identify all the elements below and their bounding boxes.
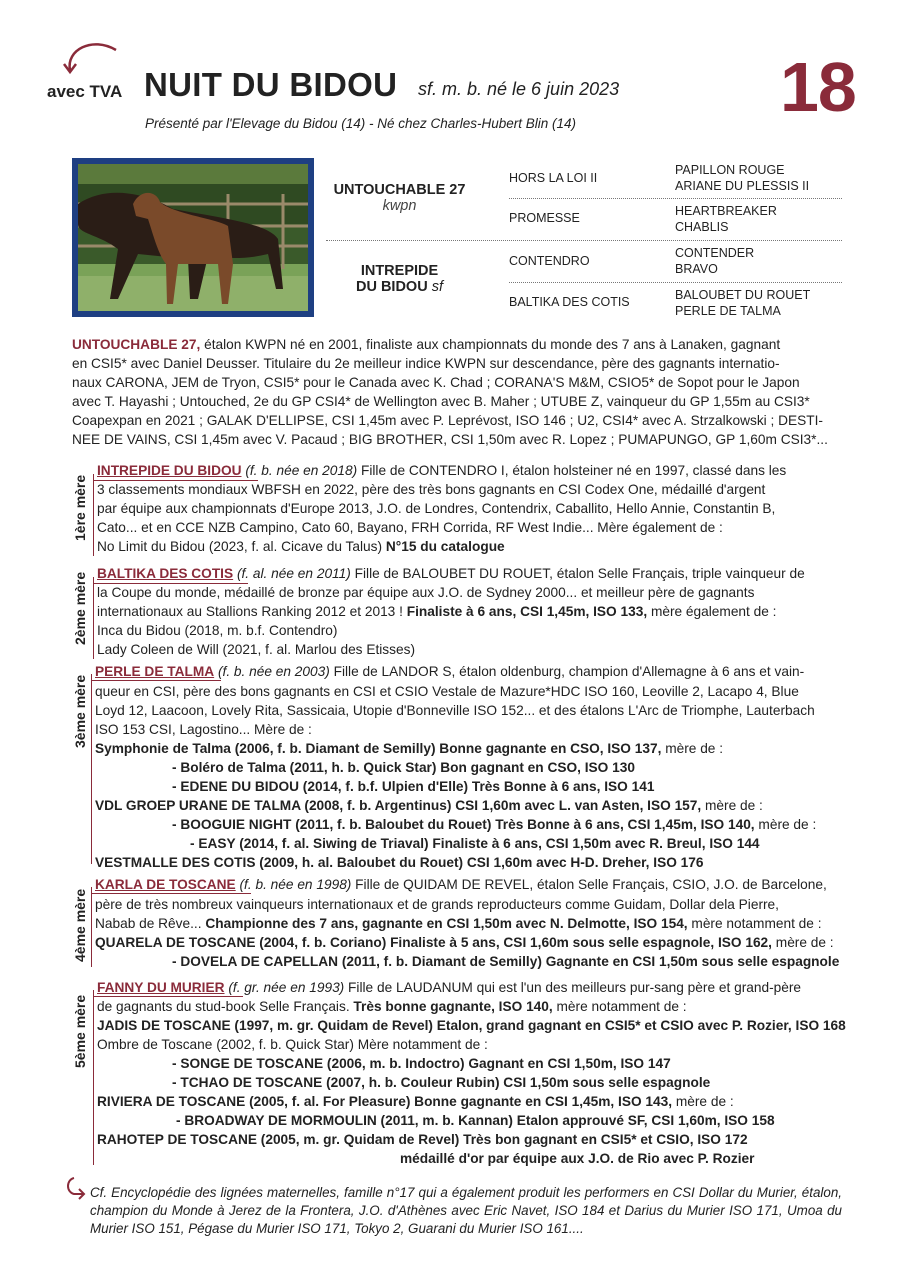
dam-name-line2: DU BIDOU: [355, 279, 428, 295]
progeny-line: - Boléro de Talma (2011, h. b. Quick Star) Bon gagnant en CSO, ISO 130: [172, 760, 635, 775]
pedigree-divider: [326, 240, 842, 241]
great-grandparent: HEARTBREAKER: [675, 204, 777, 218]
progeny-line: - EASY (2014, f. al. Siwing de Triaval) Finaliste à 6 ans, CSI 1,50m avec R. Breul, ISO 144: [190, 836, 760, 851]
dam-name-line1: INTREPIDE: [360, 263, 439, 279]
grandsire-2: CONTENDRO: [509, 254, 590, 268]
dam-line: INTREPIDE DU BIDOU (f. b. née en 2018) Fille de CONTENDRO I, étalon holsteiner né en 1997, classé dans les: [97, 463, 787, 478]
dam-label-3: 3ème mère: [72, 674, 88, 748]
progeny-line: Ombre de Toscane (2002, f. b. Quick Star) Mère notamment de :: [97, 1037, 488, 1052]
sire-para-line: en CSI5* avec Daniel Deusser. Titulaire du 2e meilleur indice KWPN sur descendance, père des gagnants internatio-: [72, 356, 780, 371]
dam-line: BALTIKA DES COTIS (f. al. née en 2011) Fille de BALOUBET DU ROUET, étalon Selle Français, triple vainqueur de: [97, 566, 805, 581]
progeny-line: JADIS DE TOSCANE (1997, m. gr. Quidam de Revel) Etalon, grand gagnant en CSI5* et CSIO avec P. Rozier, ISO 168: [97, 1018, 846, 1033]
dam-rule: [93, 480, 258, 481]
progeny-line: QUARELA DE TOSCANE (2004, f. b. Coriano) Finaliste à 5 ans, CSI 1,60m sous selle espagnole, ISO 162, mère de :: [95, 935, 834, 950]
dam-line: No Limit du Bidou (2023, f. al. Cicave du Talus) N°15 du catalogue: [97, 539, 505, 554]
pedigree-divider-upper: [509, 198, 842, 199]
progeny-line: - BROADWAY DE MORMOULIN (2011, m. b. Kannan) Etalon approuvé SF, CSI 1,60m, ISO 158: [176, 1113, 775, 1128]
dam-label-1: 1ère mère: [72, 474, 88, 541]
great-grandparent: PERLE DE TALMA: [675, 304, 781, 318]
sire-para-line: NEE DE VAINS, CSI 1,45m avec V. Pacaud ; BIG BROTHER, CSI 1,50m avec R. Lopez ; PUMAPUNGO, GP 1,60m CSI3*...: [72, 432, 828, 447]
horse-details: sf. m. b. né le 6 juin 2023: [418, 79, 620, 99]
pedigree-divider-lower: [509, 282, 842, 283]
dam-rule: [91, 893, 251, 894]
dam-line: ISO 153 CSI, Lagostino... Mère de :: [95, 722, 312, 737]
dam-line: Cato... et en CCE NZB Campino, Cato 60, Bayano, FRH Corrida, RF West Indie... Mère également de :: [97, 520, 723, 535]
presented-by: Présenté par l'Elevage du Bidou (14) - Né chez Charles-Hubert Blin (14): [145, 116, 577, 131]
great-grandparent: BALOUBET DU ROUET: [675, 288, 811, 302]
progeny-line: VDL GROEP URANE DE TALMA (2008, f. b. Argentinus) CSI 1,60m avec L. van Asten, ISO 157, mère de :: [95, 798, 763, 813]
progeny-line: Symphonie de Talma (2006, f. b. Diamant de Semilly) Bonne gagnante en CSO, ISO 137, mère de :: [95, 741, 724, 756]
lot-number: 18: [780, 48, 856, 126]
great-grandparent: ARIANE DU PLESSIS II: [675, 179, 810, 193]
dam-label-2: 2ème mère: [72, 571, 88, 645]
pedigree-dam: [322, 263, 477, 295]
progeny-line: RAHOTEP DE TOSCANE (2005, m. gr. Quidam de Revel) Très bon gagnant en CSI5* et CSIO, ISO 172: [97, 1132, 748, 1147]
dam-line: internationaux au Stallions Ranking 2012 et 2013 ! Finaliste à 6 ans, CSI 1,45m, ISO 133, mère également de :: [97, 604, 777, 619]
dam-child: Inca du Bidou (2018, m. b.f. Contendro): [97, 623, 338, 638]
horse-photo: [72, 158, 314, 317]
dam-line: PERLE DE TALMA (f. b. née en 2003) Fille de LANDOR S, étalon oldenburg, champion d'Allemagne à 6 ans et vain-: [95, 664, 805, 679]
footnote: Cf. Encyclopédie des lignées maternelles, famille n°17 qui a également produit les performers en CSI Dollar du Murier, étalon, champion du Monde à Jerez de la Frontera, J.O. d'Athènes avec Eric Navet, ISO 184 et Darius du Murier ISO 171, Umoa du Murier ISO 151, Pégase du Murier ISO 171, Tokyo 2, Guarani du Murier ISO 161....: [90, 1185, 842, 1236]
granddam-1: PROMESSE: [509, 211, 580, 225]
dam-rule: [91, 674, 92, 864]
sire-para-line: UNTOUCHABLE 27, étalon KWPN né en 2001, finaliste aux championnats du monde des 7 ans à Lanaken, gagnant: [72, 337, 781, 352]
sire-studbook: kwpn: [382, 198, 417, 214]
great-grandparent: CONTENDER: [675, 246, 755, 260]
dam-line: Loyd 12, Laacoon, Lovely Rita, Sassicaia, Utopie d'Bonneville ISO 152... et des étalons L'Arc de Triomphe, Lauterbach: [95, 703, 815, 718]
progeny-line: - TCHAO DE TOSCANE (2007, h. b. Couleur Rubin) CSI 1,50m sous selle espagnole: [172, 1075, 711, 1090]
dam-line: KARLA DE TOSCANE (f. b. née en 1998) Fille de QUIDAM DE REVEL, étalon Selle Français, CSIO, J.O. de Barcelone,: [95, 877, 827, 892]
progeny-line: - DOVELA DE CAPELLAN (2011, f. b. Diamant de Semilly) Gagnante en CSI 1,50m sous selle espagnole: [172, 954, 840, 969]
progeny-line: VESTMALLE DES COTIS (2009, h. al. Baloubet du Rouet) CSI 1,60m avec H-D. Dreher, ISO 176: [95, 855, 704, 870]
dam-rule: [93, 990, 94, 1165]
dam-rule: [91, 680, 221, 681]
progeny-line: - EDENE DU BIDOU (2014, f. b.f. Ulpien d'Elle) Très Bonne à 6 ans, ISO 141: [172, 779, 655, 794]
dam-line: de gagnants du stud-book Selle Français. Très bonne gagnante, ISO 140, mère notamment de :: [97, 999, 687, 1014]
great-grandparent: CHABLIS: [675, 220, 729, 234]
dam-line: père de très nombreux vainqueurs internationaux et de grands reproducteurs comme Guidam, Dollar dela Pierre,: [95, 897, 779, 912]
horse-name: NUIT DU BIDOU: [144, 66, 398, 103]
dam-rule: [93, 583, 248, 584]
dam-rule: [93, 996, 243, 997]
dam-rule: [91, 887, 92, 967]
progeny-line: RIVIERA DE TOSCANE (2005, f. al. For Pleasure) Bonne gagnante en CSI 1,45m, ISO 143, mère de :: [97, 1094, 734, 1109]
progeny-line: - BOOGUIE NIGHT (2011, f. b. Baloubet du Rouet) Très Bonne à 6 ans, CSI 1,45m, ISO 140, mère de :: [172, 817, 817, 832]
progeny-line: - SONGE DE TOSCANE (2006, m. b. Indoctro) Gagnant en CSI 1,50m, ISO 147: [172, 1056, 671, 1071]
sire-para-line: Coapexpan en 2021 ; GALAK D'ELLIPSE, CSI 1,45m avec P. Leprévost, ISO 146 ; U2, CSI4* avec A. Strzalkowski ; DESTI-: [72, 413, 823, 428]
dam-rule: [93, 577, 94, 659]
granddam-2: BALTIKA DES COTIS: [509, 295, 630, 309]
curved-arrow-icon: [62, 36, 122, 80]
sire-para-line: naux CARONA, JEM de Tryon, CSI5* pour le Canada avec K. Chad ; CORANA'S M&M, CSIO5* de Sopot pour le Japon: [72, 375, 800, 390]
pedigree-sire: [322, 182, 477, 214]
dam-line: par équipe aux championnats d'Europe 2013, J.O. de Londres, Contendrix, Caballito, Hello Annie, Constantin B,: [97, 501, 776, 516]
dam-line: Nabab de Rêve... Championne des 7 ans, gagnante en CSI 1,50m avec N. Delmotte, ISO 154, mère notamment de :: [95, 916, 822, 931]
dam-line: 3 classements mondiaux WBFSH en 2022, père des très bons gagnants en CSI Codex One, médaillé d'argent: [97, 482, 766, 497]
sire-name: UNTOUCHABLE 27: [333, 182, 466, 198]
sire-para-line: avec T. Hayashi ; Untouched, 2e du GP CSI4* de Wellington avec B. Maher ; UTUBE Z, vainqueur du GP 1,55m au CSI3*: [72, 394, 810, 409]
tva-label: avec TVA: [47, 82, 123, 101]
great-grandparent: PAPILLON ROUGE: [675, 163, 785, 177]
dam-studbook: sf: [431, 279, 443, 295]
dam-label-5: 5ème mère: [72, 994, 88, 1068]
dam-child: Lady Coleen de Will (2021, f. al. Marlou des Etisses): [97, 642, 416, 657]
grandsire-1: HORS LA LOI II: [509, 171, 598, 185]
great-grandparent: BRAVO: [675, 262, 718, 276]
return-arrow-icon: [64, 1176, 86, 1200]
dam-rule: [93, 474, 94, 556]
dam-line: la Coupe du monde, médaillé de bronze par équipe aux J.O. de Sydney 2000... et meilleur père de gagnants: [97, 585, 755, 600]
progeny-line: médaillé d'or par équipe aux J.O. de Rio avec P. Rozier: [400, 1151, 755, 1166]
dam-line: FANNY DU MURIER (f. gr. née en 1993) Fille de LAUDANUM qui est l'un des meilleurs pur-sang père et grand-père: [97, 980, 802, 995]
dam-line: queur en CSI, père des bons gagnants en CSI et CSIO Vestale de Mazure*HDC ISO 160, Leoville 2, Lacapo 4, Blue: [95, 684, 799, 699]
dam-label-4: 4ème mère: [72, 888, 88, 962]
